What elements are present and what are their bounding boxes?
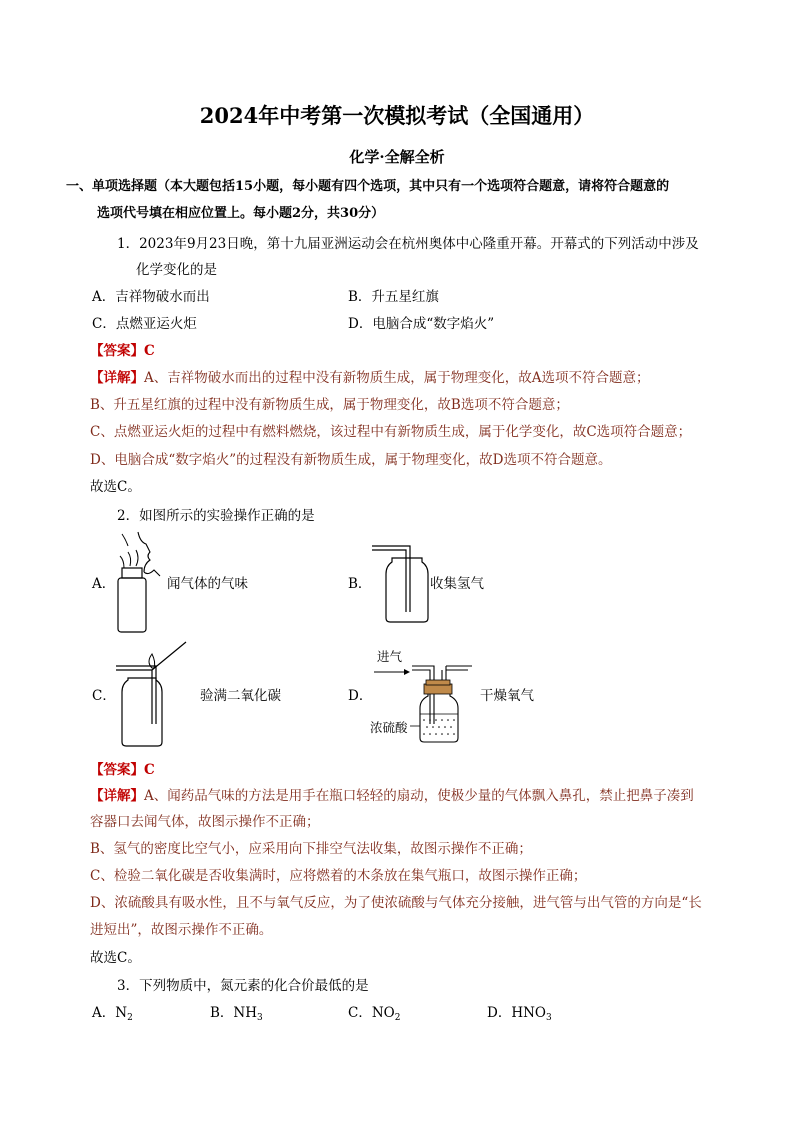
q2-answer-tag: 【答案】 (90, 762, 144, 778)
section-heading-line1: 一、单项选择题（本大题包括15小题，每小题有四个选项，其中只有一个选项符合题意，请将符合题意的 (66, 179, 670, 194)
q3-stem: 3．下列物质中，氮元素的化合价最低的是 (117, 978, 369, 994)
q1-option-d: D．电脑合成“数字焰火” (348, 316, 495, 332)
gas-drying-figure (370, 660, 480, 745)
q2-option-a-label: 闻气体的气味 (167, 576, 248, 592)
q2-explanation-a-cont: 容器口去闻气体，故图示操作不正确； (90, 814, 320, 830)
page-subtitle: 化学·全解全析 (349, 148, 445, 166)
q1-explanation-c: C、点燃亚运火炬的过程中有燃料燃烧，该过程中有新物质生成，属于化学变化，故C选项符合题意； (90, 424, 692, 440)
page-title: 2024年中考第一次模拟考试（全国通用） (199, 103, 595, 128)
co2-test-figure (112, 640, 192, 748)
q2-option-c-letter: C． (92, 688, 116, 704)
q3-option-a: A．$N_2$ (92, 1005, 133, 1023)
q1-answer-row (90, 341, 155, 361)
q1-explanation-tag: 【详解】 (90, 370, 144, 386)
section-heading-line2: 选项代号填在相应位置上。每小题2分，共30分） (97, 206, 385, 221)
inlet-label: 进气 (377, 649, 403, 664)
q1-explanation-d: D、电脑合成“数字焰火”的过程没有新物质生成，属于物理变化，故D选项不符合题意。 (90, 452, 612, 468)
q1-option-c: C．点燃亚运火炬 (92, 316, 197, 332)
q2-option-a-letter: A． (92, 576, 116, 592)
q2-option-b-label: 收集氢气 (430, 576, 484, 592)
sulfuric-acid-label: 浓硫酸 (370, 720, 408, 735)
q2-explanation-a-text: A、闻药品气味的方法是用手在瓶口轻轻的扇动，使极少量的气体飘入鼻孔，禁止把鼻子凑到 (144, 788, 694, 804)
q1-answer-tag: 【答案】 (90, 343, 144, 359)
q2-explanation-d: D、浓硫酸具有吸水性，且不与氧气反应，为了使浓硫酸与气体充分接触，进气管与出气管的方向是“长 (90, 895, 702, 911)
q2-option-d-label: 干燥氧气 (480, 688, 534, 704)
smell-gas-figure (110, 530, 170, 635)
q1-explanation-a-text: A、吉祥物破水而出的过程中没有新物质生成，属于物理变化，故A选项不符合题意； (144, 370, 650, 386)
q1-explanation-a (90, 368, 650, 388)
q1-option-a: A．吉祥物破水而出 (92, 289, 210, 305)
q2-stem: 2．如图所示的实验操作正确的是 (117, 508, 315, 524)
q2-explanation-c: C、检验二氧化碳是否收集满时，应将燃着的木条放在集气瓶口，故图示操作正确； (90, 868, 587, 884)
gas-collection-figure (370, 540, 430, 625)
q1-stem-line2: 化学变化的是 (136, 262, 217, 278)
q3-option-d: D．$HNO_3$ (487, 1005, 552, 1023)
q1-stem-line1: 1．2023年9月23日晚，第十九届亚洲运动会在杭州奥体中心隆重开幕。开幕式的下列活动中涉及 (117, 236, 699, 252)
q2-explanation-a (90, 786, 694, 806)
q2-option-c-label: 验满二氧化碳 (200, 688, 281, 704)
q1-option-b: B．升五星红旗 (348, 289, 439, 305)
q3-option-c: C．$NO_2$ (348, 1005, 401, 1023)
q2-answer-row (90, 760, 155, 780)
q2-explanation-tag: 【详解】 (90, 788, 144, 804)
q1-answer-value: C (144, 343, 155, 359)
q1-conclusion: 故选C。 (90, 479, 141, 495)
q1-explanation-b: B、升五星红旗的过程中没有新物质生成，属于物理变化，故B选项不符合题意； (90, 397, 569, 413)
q2-explanation-b: B、氢气的密度比空气小，应采用向下排空气法收集，故图示操作不正确； (90, 841, 532, 857)
q2-conclusion: 故选C。 (90, 950, 141, 966)
q3-option-b: B．$NH_3$ (210, 1005, 263, 1023)
q2-answer-value: C (144, 762, 155, 778)
q2-explanation-d-cont: 进短出”，故图示操作不正确。 (90, 922, 273, 938)
q2-option-b-letter: B． (348, 576, 372, 592)
q2-option-d-letter: D． (348, 688, 373, 704)
